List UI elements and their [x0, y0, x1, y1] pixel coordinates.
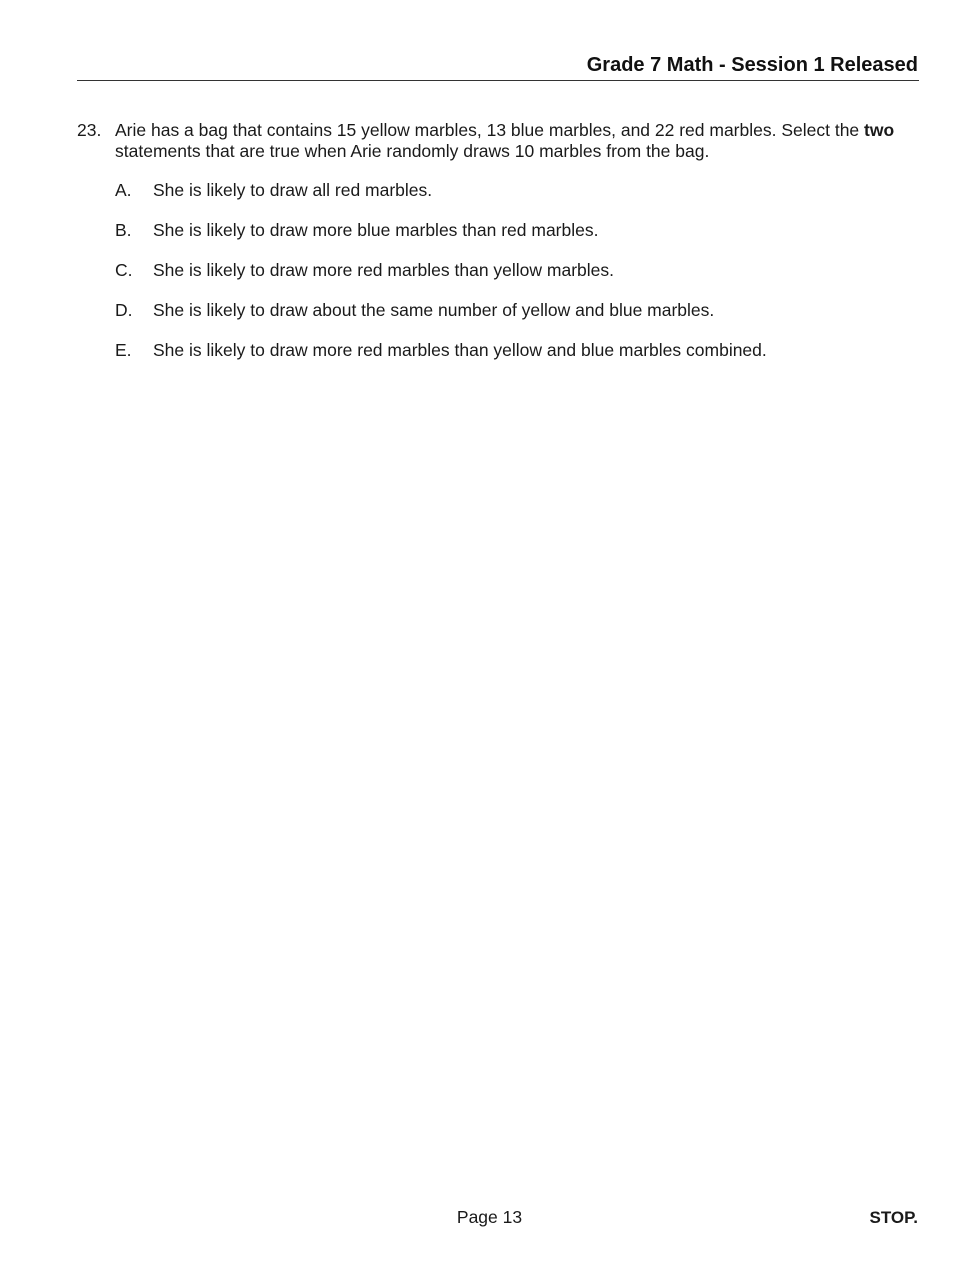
option-letter: E. [115, 340, 132, 360]
question-stem [115, 120, 919, 162]
stop-label: STOP. [869, 1208, 918, 1227]
option-text: She is likely to draw all red marbles. [153, 180, 433, 200]
option-text: She is likely to draw more blue marbles than red marbles. [153, 220, 599, 240]
option-text: She is likely to draw more red marbles than yellow and blue marbles combined. [153, 340, 767, 360]
answer-option-e[interactable] [115, 340, 915, 380]
option-letter: C. [115, 260, 133, 280]
header-divider [77, 80, 919, 81]
page-header-title: Grade 7 Math - Session 1 Released [586, 54, 918, 76]
answer-option-c[interactable] [115, 260, 915, 300]
answer-option-a[interactable] [115, 180, 915, 220]
option-text: She is likely to draw about the same number of yellow and blue marbles. [153, 300, 715, 320]
option-text: She is likely to draw more red marbles than yellow marbles. [153, 260, 615, 280]
answer-option-d[interactable] [115, 300, 915, 340]
question-text-after: statements that are true when Arie randomly draws 10 marbles from the bag. [115, 141, 710, 161]
answer-option-b[interactable] [115, 220, 915, 260]
answer-options [115, 180, 915, 380]
page-number: Page 13 [456, 1207, 523, 1227]
question-number: 23. [77, 120, 102, 140]
option-letter: D. [115, 300, 133, 320]
option-letter: A. [115, 180, 132, 200]
question-emphasis: two [864, 120, 895, 140]
question-text-before: Arie has a bag that contains 15 yellow marbles, 13 blue marbles, and 22 red marbles. Select the [115, 120, 865, 140]
option-letter: B. [115, 220, 132, 240]
question-block [77, 120, 919, 162]
